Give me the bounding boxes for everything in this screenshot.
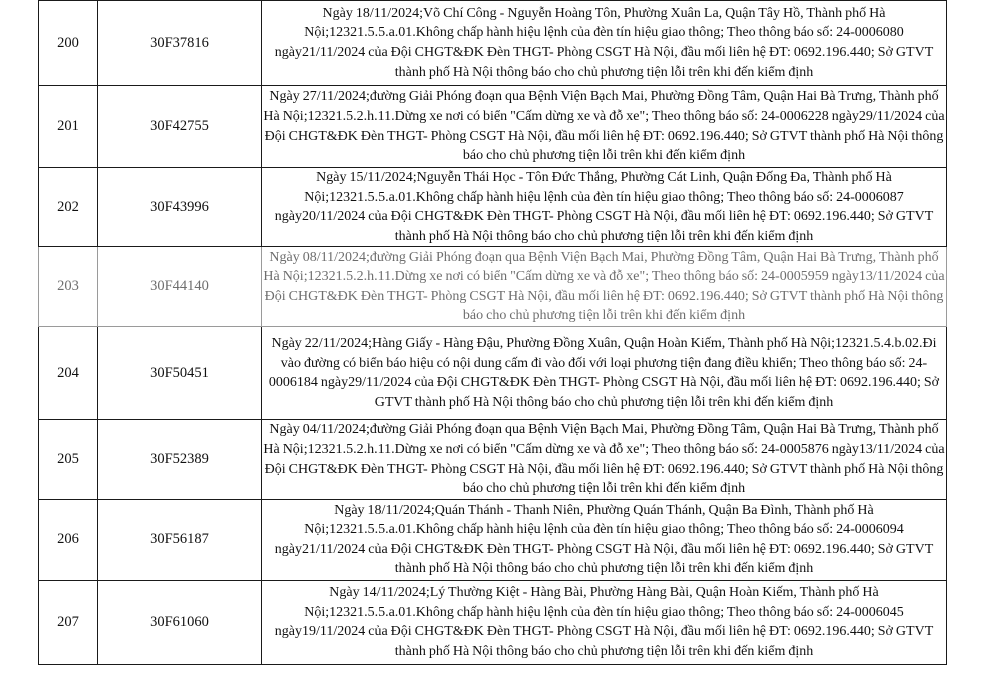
license-plate: 30F43996: [98, 168, 262, 247]
row-number: 207: [39, 580, 98, 664]
table-row: [39, 168, 947, 247]
license-plate: 30F61060: [98, 580, 262, 664]
violation-description: Ngày 15/11/2024;Nguyễn Thái Học - Tôn Đức Thắng, Phường Cát Linh, Quận Đống Đa, Thành phố Hà Nội;12321.5.5.a.01.Không chấp hành hiệu lệnh của đèn tín hiệu giao thông; Theo thông báo số: 24-0006087 ngày20/11/2024 của Đội CHGT&ĐK Đèn THGT- Phòng CSGT Hà Nội, đầu mối liên hệ ĐT: 0692.196.440; Sở GTVT thành phố Hà Nội thông báo cho chủ phương tiện lỗi trên khi đến kiểm định: [262, 168, 947, 247]
table-row: [39, 499, 947, 580]
row-number: 203: [39, 247, 98, 327]
table-row: [39, 580, 947, 664]
row-number: 202: [39, 168, 98, 247]
violation-description: Ngày 22/11/2024;Hàng Giấy - Hàng Đậu, Phường Đồng Xuân, Quận Hoàn Kiếm, Thành phố Hà Nội;12321.5.4.b.02.Đi vào đường có biển báo hiệu có nội dung cấm đi vào đối với loại phương tiện đang điều khiển; Theo thông báo số: 24-0006184 ngày29/11/2024 của Đội CHGT&ĐK Đèn THGT- Phòng CSGT Hà Nội, đầu mối liên hệ ĐT: 0692.196.440; Sở GTVT thành phố Hà Nội thông báo cho chủ phương tiện lỗi trên khi đến kiểm định: [262, 327, 947, 420]
violation-description: Ngày 18/11/2024;Quán Thánh - Thanh Niên, Phường Quán Thánh, Quận Ba Đình, Thành phố Hà Nội;12321.5.5.a.01.Không chấp hành hiệu lệnh của đèn tín hiệu giao thông; Theo thông báo số: 24-0006094 ngày21/11/2024 của Đội CHGT&ĐK Đèn THGT- Phòng CSGT Hà Nội, đầu mối liên hệ ĐT: 0692.196.440; Sở GTVT thành phố Hà Nội thông báo cho chủ phương tiện lỗi trên khi đến kiểm định: [262, 499, 947, 580]
row-number: 200: [39, 1, 98, 86]
license-plate: 30F50451: [98, 327, 262, 420]
table-row: [39, 86, 947, 168]
table-row: [39, 247, 947, 327]
violations-table: [38, 0, 947, 665]
violation-description: Ngày 27/11/2024;đường Giải Phóng đoạn qua Bệnh Viện Bạch Mai, Phường Đồng Tâm, Quận Hai Bà Trưng, Thành phố Hà Nội;12321.5.2.h.11.Dừng xe nơi có biển "Cấm dừng xe và đỗ xe"; Theo thông báo số: 24-0006228 ngày29/11/2024 của Đội CHGT&ĐK Đèn THGT- Phòng CSGT Hà Nội, đầu mối liên hệ ĐT: 0692.196.440; Sở GTVT thành phố Hà Nội thông báo cho chủ phương tiện lỗi trên khi đến kiểm định: [262, 86, 947, 168]
violation-description: Ngày 04/11/2024;đường Giải Phóng đoạn qua Bệnh Viện Bạch Mai, Phường Đồng Tâm, Quận Hai Bà Trưng, Thành phố Hà Nội;12321.5.2.h.11.Dừng xe nơi có biển "Cấm dừng xe và đỗ xe"; Theo thông báo số: 24-0005876 ngày13/11/2024 của Đội CHGT&ĐK Đèn THGT- Phòng CSGT Hà Nội, đầu mối liên hệ ĐT: 0692.196.440; Sở GTVT thành phố Hà Nội thông báo cho chủ phương tiện lỗi trên khi đến kiểm định: [262, 420, 947, 499]
row-number: 205: [39, 420, 98, 499]
table-row: [39, 420, 947, 499]
violation-description: Ngày 18/11/2024;Võ Chí Công - Nguyễn Hoàng Tôn, Phường Xuân La, Quận Tây Hồ, Thành phố Hà Nội;12321.5.5.a.01.Không chấp hành hiệu lệnh của đèn tín hiệu giao thông; Theo thông báo số: 24-0006080 ngày21/11/2024 của Đội CHGT&ĐK Đèn THGT- Phòng CSGT Hà Nội, đầu mối liên hệ ĐT: 0692.196.440; Sở GTVT thành phố Hà Nội thông báo cho chủ phương tiện lỗi trên khi đến kiểm định: [262, 1, 947, 86]
license-plate: 30F44140: [98, 247, 262, 327]
violation-description: Ngày 08/11/2024;đường Giải Phóng đoạn qua Bệnh Viện Bạch Mai, Phường Đồng Tâm, Quận Hai Bà Trưng, Thành phố Hà Nội;12321.5.2.h.11.Dừng xe nơi có biển "Cấm dừng xe và đỗ xe"; Theo thông báo số: 24-0005959 ngày13/11/2024 của Đội CHGT&ĐK Đèn THGT- Phòng CSGT Hà Nội, đầu mối liên hệ ĐT: 0692.196.440; Sở GTVT thành phố Hà Nội thông báo cho chủ phương tiện lỗi trên khi đến kiểm định: [262, 247, 947, 327]
license-plate: 30F56187: [98, 499, 262, 580]
license-plate: 30F52389: [98, 420, 262, 499]
table-row: [39, 1, 947, 86]
row-number: 201: [39, 86, 98, 168]
row-number: 206: [39, 499, 98, 580]
license-plate: 30F42755: [98, 86, 262, 168]
license-plate: 30F37816: [98, 1, 262, 86]
violation-description: Ngày 14/11/2024;Lý Thường Kiệt - Hàng Bài, Phường Hàng Bài, Quận Hoàn Kiếm, Thành phố Hà Nội;12321.5.5.a.01.Không chấp hành hiệu lệnh của đèn tín hiệu giao thông; Theo thông báo số: 24-0006045 ngày19/11/2024 của Đội CHGT&ĐK Đèn THGT- Phòng CSGT Hà Nội, đầu mối liên hệ ĐT: 0692.196.440; Sở GTVT thành phố Hà Nội thông báo cho chủ phương tiện lỗi trên khi đến kiểm định: [262, 580, 947, 664]
row-number: 204: [39, 327, 98, 420]
document-page: [38, 0, 946, 693]
table-row: [39, 327, 947, 420]
